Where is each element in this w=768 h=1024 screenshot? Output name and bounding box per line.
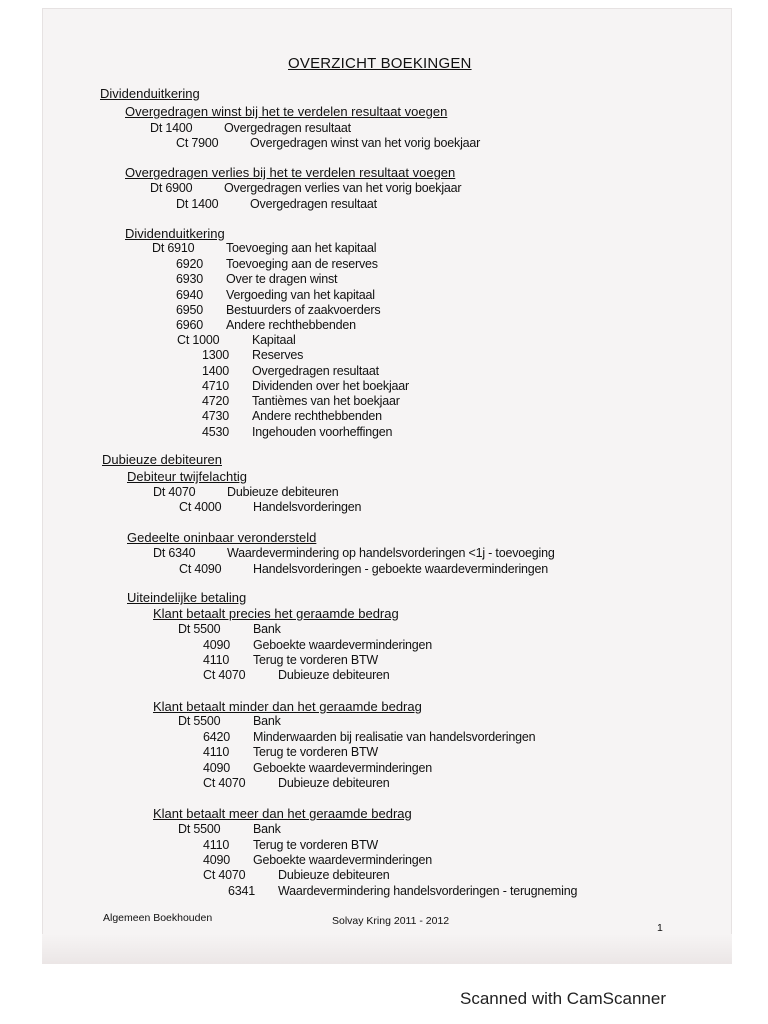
entry-code: Dt 6910 (152, 241, 195, 255)
entry-desc: Terug te vorderen BTW (253, 838, 379, 852)
entry-desc: Reserves (252, 348, 304, 362)
entry-desc: Toevoeging aan de reserves (226, 257, 378, 271)
heading-overgedragen-winst: Overgedragen winst bij het te verdelen resultaat voegen (125, 104, 448, 119)
entry-code: 6920 (176, 257, 204, 271)
entry-code: 6420 (203, 730, 231, 744)
entry-code: 1300 (202, 348, 230, 362)
entry-desc: Minderwaarden bij realisatie van handelsvorderingen (253, 730, 536, 744)
entry-desc: Dividenden over het boekjaar (252, 379, 410, 393)
entry-code: Ct 4070 (203, 868, 246, 882)
entry-code: Dt 5500 (178, 622, 221, 636)
heading-overgedragen-verlies: Overgedragen verlies bij het te verdelen resultaat voegen (125, 165, 456, 180)
entry-desc: Bank (253, 714, 281, 728)
section-dividenduitkering: Dividenduitkering (100, 86, 200, 101)
entry-desc: Overgedragen verlies van het vorig boekjaar (224, 181, 462, 195)
entry-desc: Overgedragen resultaat (252, 364, 379, 378)
entry-code: Dt 5500 (178, 822, 221, 836)
entry-code: 4090 (203, 853, 231, 867)
entry-desc: Dubieuze debiteuren (278, 776, 390, 790)
heading-klant-meer: Klant betaalt meer dan het geraamde bedrag (153, 806, 412, 821)
entry-code: 4730 (202, 409, 230, 423)
entry-code: Dt 1400 (176, 197, 219, 211)
entry-desc: Dubieuze debiteuren (278, 868, 390, 882)
heading-uiteindelijke-betaling: Uiteindelijke betaling (127, 590, 247, 605)
entry-code: 4720 (202, 394, 230, 408)
heading-klant-precies: Klant betaalt precies het geraamde bedrag (153, 606, 399, 621)
section-dubieuze-debiteuren: Dubieuze debiteuren (102, 452, 222, 467)
entry-desc: Dubieuze debiteuren (278, 668, 390, 682)
entry-desc: Overgedragen resultaat (250, 197, 377, 211)
entry-code: Ct 1000 (177, 333, 220, 347)
entry-code: 4110 (203, 653, 230, 667)
heading-dividenduitkering-sub: Dividenduitkering (125, 226, 225, 241)
entry-code: 4090 (203, 761, 231, 775)
entry-desc: Handelsvorderingen - geboekte waardeverminderingen (253, 562, 549, 576)
entry-code: 6341 (228, 884, 256, 898)
heading-debiteur-twijfelachtig: Debiteur twijfelachtig (127, 469, 247, 484)
entry-desc: Andere rechthebbenden (252, 409, 382, 423)
entry-desc: Handelsvorderingen (253, 500, 362, 514)
entry-code: 4090 (203, 638, 231, 652)
entry-code: 1400 (202, 364, 230, 378)
document-title: OVERZICHT BOEKINGEN (288, 55, 472, 72)
heading-gedeelte-oninbaar: Gedeelte oninbaar verondersteld (127, 530, 317, 545)
entry-desc: Geboekte waardeverminderingen (253, 638, 433, 652)
entry-desc: Bank (253, 622, 281, 636)
entry-desc: Bestuurders of zaakvoerders (226, 303, 381, 317)
entry-code: 6960 (176, 318, 204, 332)
entry-code: 4110 (203, 745, 230, 759)
entry-desc: Tantièmes van het boekjaar (252, 394, 400, 408)
entry-desc: Vergoeding van het kapitaal (226, 288, 375, 302)
entry-desc: Dubieuze debiteuren (227, 485, 339, 499)
entry-desc: Waardevermindering handelsvorderingen - terugneming (278, 884, 578, 898)
entry-code: 4110 (203, 838, 230, 852)
entry-code: Ct 4070 (203, 668, 246, 682)
entry-desc: Ingehouden voorheffingen (252, 425, 393, 439)
entry-desc: Bank (253, 822, 281, 836)
entry-desc: Terug te vorderen BTW (253, 745, 379, 759)
entry-desc: Overgedragen winst van het vorig boekjaar (250, 136, 481, 150)
entry-code: 6940 (176, 288, 204, 302)
entry-code: 6930 (176, 272, 204, 286)
entry-code: Dt 1400 (150, 121, 193, 135)
entry-code: Dt 6340 (153, 546, 196, 560)
entry-desc: Overgedragen resultaat (224, 121, 351, 135)
entry-desc: Geboekte waardeverminderingen (253, 853, 433, 867)
page-number: 1 (657, 922, 663, 934)
entry-code: Ct 7900 (176, 136, 219, 150)
entry-desc: Terug te vorderen BTW (253, 653, 379, 667)
entry-desc: Andere rechthebbenden (226, 318, 356, 332)
entry-code: Dt 6900 (150, 181, 193, 195)
heading-klant-minder: Klant betaalt minder dan het geraamde bedrag (153, 699, 422, 714)
entry-code: Ct 4090 (179, 562, 222, 576)
entry-code: 4530 (202, 425, 230, 439)
entry-code: 4710 (202, 379, 230, 393)
entry-desc: Toevoeging aan het kapitaal (226, 241, 377, 255)
entry-desc: Kapitaal (252, 333, 296, 347)
entry-code: Dt 5500 (178, 714, 221, 728)
footer-course: Algemeen Boekhouden (103, 912, 213, 924)
entry-code: 6950 (176, 303, 204, 317)
entry-desc: Waardevermindering op handelsvorderingen <1j - toevoeging (227, 546, 555, 560)
footer-organisation: Solvay Kring 2011 - 2012 (332, 915, 450, 927)
entry-code: Dt 4070 (153, 485, 196, 499)
entry-desc: Over te dragen winst (226, 272, 338, 286)
entry-code: Ct 4000 (179, 500, 222, 514)
scanner-watermark: Scanned with CamScanner (460, 989, 667, 1008)
entry-code: Ct 4070 (203, 776, 246, 790)
entry-desc: Geboekte waardeverminderingen (253, 761, 433, 775)
